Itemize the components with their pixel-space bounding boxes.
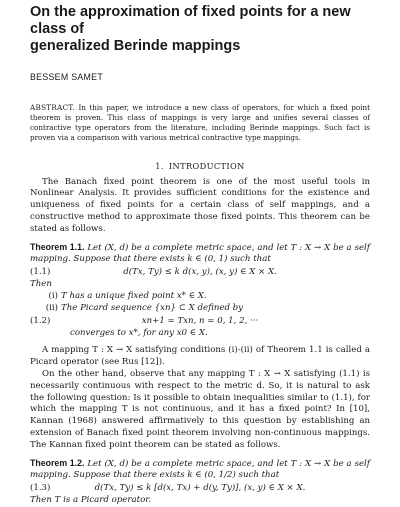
equation-1-2	[30, 315, 370, 328]
paper-title	[30, 4, 370, 55]
equation-1-2-number: (1.2)	[30, 315, 51, 326]
intro-paragraph: The Banach fixed point theorem is one of the most useful tools in Nonlinear Analysis. It provides sufficient conditions for the existence and uniqueness of fixed points for a certain class of self mappings, and a constructive method to approximate those fixed points. This theorem can be stated as follows.	[30, 176, 370, 234]
theorem-1-1-item-ii	[30, 303, 370, 315]
equation-1-2-body: xn+1 = Txn, n = 0, 1, 2, ···	[141, 315, 259, 326]
abstract-label: ABSTRACT.	[30, 103, 76, 112]
section-number: 1.	[155, 160, 164, 171]
picard-paragraph: A mapping T : X → X satisfying conditions (i)-(ii) of Theorem 1.1 is called a Picard operator (see Rus [12]).	[30, 345, 370, 368]
equation-1-1-body: d(Tx, Ty) ≤ k d(x, y), (x, y) ∈ X × X.	[123, 267, 277, 278]
abstract	[30, 103, 370, 143]
item-ii-label: (ii)	[45, 302, 58, 313]
equation-1-3	[30, 482, 370, 495]
theorem-1-1-head: Theorem 1.1.	[30, 241, 85, 252]
title-line-2: generalized Berinde mappings	[30, 38, 241, 54]
equation-1-3-number: (1.3)	[30, 483, 51, 494]
item-i-label: (i)	[48, 291, 58, 301]
theorem-1-2-then: Then T is a Picard operator.	[30, 495, 152, 506]
equation-1-3-body: d(Tx, Ty) ≤ k [d(x, Tx) + d(y, Ty)], (x, y) ∈ X × X.	[94, 483, 306, 494]
title-line-1: On the approximation of fixed points for a new class of	[30, 4, 351, 37]
theorem-1-1-item-i	[30, 291, 370, 303]
converges-text: converges to x*, for any x0 ∈ X.	[70, 327, 208, 338]
theorem-1-2	[30, 458, 370, 483]
equation-1-1-number: (1.1)	[30, 267, 51, 278]
equation-1-1	[30, 266, 370, 279]
other-hand-paragraph: On the other hand, observe that any mapping T : X → X satisfying (1.1) is necessarily continuous with respect to the metric d. So, it is natural to ask the following question: Is it possible to obtain inequalities similar to (1.1), for which the mapping T is not continuous, and it has a fixed point? In [10], Kannan (1968) answered affirmatively to this question by establishing an extension of Banach fixed point theorem involving non-continuous mappings. The Kannan fixed point theorem can be stated as follows.	[30, 368, 370, 450]
theorem-1-2-statement: Let (X, d) be a complete metric space, and let T : X → X be a self mapping. Suppose that there exists k ∈ (0, 1/2) such that	[30, 458, 370, 481]
item-i-text: T has a unique fixed point x* ∈ X.	[61, 291, 207, 301]
section-title: INTRODUCTION	[168, 160, 245, 171]
theorem-1-1-then: Then	[30, 279, 52, 290]
theorem-1-1-statement: Let (X, d) be a complete metric space, and let T : X → X be a self mapping. Suppose that there exists k ∈ (0, 1) such that	[30, 242, 370, 265]
theorem-1-1	[30, 242, 370, 267]
abstract-text: In this paper, we introduce a new class of operators, for which a fixed point theorem is proven. This class of mappings is very large and unifies several classes of contractive type operators from the literature, including Berinde mappings. Such fact is proven via a comparison with various metrical contractive type mappings.	[30, 103, 370, 142]
author-name: BESSEM SAMET	[30, 72, 104, 82]
item-ii-text: The Picard sequence {xn} ⊂ X defined by	[61, 302, 244, 313]
theorem-1-2-head: Theorem 1.2.	[30, 457, 85, 468]
section-heading	[30, 161, 370, 171]
